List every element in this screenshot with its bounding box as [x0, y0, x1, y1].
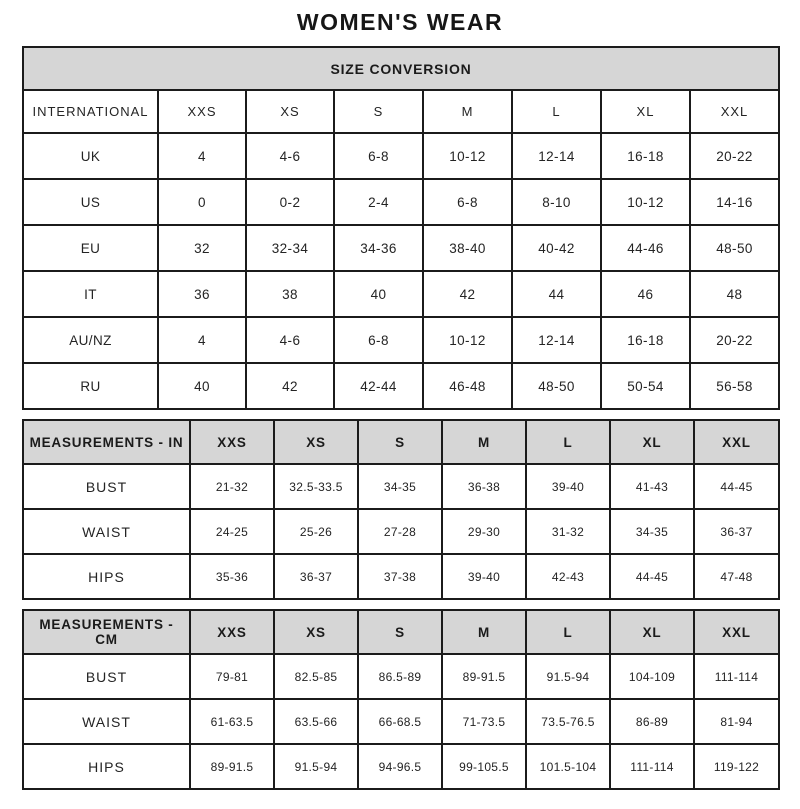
value-cell: 31-32 [526, 509, 610, 554]
size-header-xs: XS [274, 420, 358, 464]
size-conversion-table [22, 46, 780, 410]
value-cell: 16-18 [601, 133, 690, 179]
table-row [23, 554, 779, 599]
column-header-xs: XS [246, 90, 334, 133]
value-cell: 119-122 [694, 744, 779, 789]
table-row [23, 654, 779, 699]
value-cell: 10-12 [423, 133, 512, 179]
value-cell: 34-36 [334, 225, 423, 271]
value-cell: 32-34 [246, 225, 334, 271]
size-header-xxs: XXS [190, 610, 274, 654]
table-row [23, 179, 779, 225]
value-cell: 36-38 [442, 464, 526, 509]
value-cell: 20-22 [690, 317, 779, 363]
measurements-in-table [22, 419, 780, 600]
value-cell: 36-37 [694, 509, 779, 554]
measurements-cm-header-row [23, 610, 779, 654]
value-cell: 61-63.5 [190, 699, 274, 744]
value-cell: 24-25 [190, 509, 274, 554]
row-label: RU [23, 363, 158, 409]
table-row [23, 699, 779, 744]
size-guide-page [22, 9, 778, 790]
value-cell: 10-12 [601, 179, 690, 225]
value-cell: 86-89 [610, 699, 694, 744]
value-cell: 73.5-76.5 [526, 699, 610, 744]
value-cell: 48 [690, 271, 779, 317]
column-header-row [23, 90, 779, 133]
table-row [23, 509, 779, 554]
row-label: BUST [23, 464, 190, 509]
row-label: UK [23, 133, 158, 179]
table-row [23, 464, 779, 509]
value-cell: 6-8 [334, 317, 423, 363]
value-cell: 0 [158, 179, 246, 225]
value-cell: 35-36 [190, 554, 274, 599]
column-header-xxl: XXL [690, 90, 779, 133]
column-header-m: M [423, 90, 512, 133]
column-header-l: L [512, 90, 601, 133]
value-cell: 32 [158, 225, 246, 271]
value-cell: 4 [158, 133, 246, 179]
value-cell: 82.5-85 [274, 654, 358, 699]
value-cell: 89-91.5 [442, 654, 526, 699]
value-cell: 56-58 [690, 363, 779, 409]
value-cell: 46-48 [423, 363, 512, 409]
value-cell: 29-30 [442, 509, 526, 554]
value-cell: 6-8 [423, 179, 512, 225]
table-row [23, 225, 779, 271]
size-header-xl: XL [610, 420, 694, 464]
value-cell: 0-2 [246, 179, 334, 225]
value-cell: 94-96.5 [358, 744, 442, 789]
value-cell: 99-105.5 [442, 744, 526, 789]
row-label: HIPS [23, 744, 190, 789]
value-cell: 38 [246, 271, 334, 317]
value-cell: 66-68.5 [358, 699, 442, 744]
size-header-s: S [358, 420, 442, 464]
table-row [23, 317, 779, 363]
value-cell: 32.5-33.5 [274, 464, 358, 509]
value-cell: 40-42 [512, 225, 601, 271]
value-cell: 12-14 [512, 133, 601, 179]
row-label: IT [23, 271, 158, 317]
size-header-s: S [358, 610, 442, 654]
value-cell: 12-14 [512, 317, 601, 363]
size-header-m: M [442, 610, 526, 654]
value-cell: 89-91.5 [190, 744, 274, 789]
row-label: AU/NZ [23, 317, 158, 363]
value-cell: 10-12 [423, 317, 512, 363]
column-header-xxs: XXS [158, 90, 246, 133]
value-cell: 14-16 [690, 179, 779, 225]
measurements-cm-table [22, 609, 780, 790]
value-cell: 39-40 [442, 554, 526, 599]
page-title: WOMEN'S WEAR [296, 9, 504, 35]
value-cell: 34-35 [358, 464, 442, 509]
value-cell: 44-45 [694, 464, 779, 509]
value-cell: 44-45 [610, 554, 694, 599]
row-label: HIPS [23, 554, 190, 599]
value-cell: 42-44 [334, 363, 423, 409]
value-cell: 91.5-94 [526, 654, 610, 699]
value-cell: 46 [601, 271, 690, 317]
size-header-l: L [526, 610, 610, 654]
value-cell: 25-26 [274, 509, 358, 554]
size-header-xxl: XXL [694, 610, 779, 654]
value-cell: 16-18 [601, 317, 690, 363]
value-cell: 41-43 [610, 464, 694, 509]
value-cell: 86.5-89 [358, 654, 442, 699]
value-cell: 2-4 [334, 179, 423, 225]
value-cell: 42 [246, 363, 334, 409]
value-cell: 42 [423, 271, 512, 317]
row-label: US [23, 179, 158, 225]
value-cell: 91.5-94 [274, 744, 358, 789]
value-cell: 79-81 [190, 654, 274, 699]
value-cell: 4 [158, 317, 246, 363]
size-header-xs: XS [274, 610, 358, 654]
value-cell: 34-35 [610, 509, 694, 554]
value-cell: 37-38 [358, 554, 442, 599]
row-label: WAIST [23, 699, 190, 744]
value-cell: 8-10 [512, 179, 601, 225]
value-cell: 27-28 [358, 509, 442, 554]
value-cell: 36 [158, 271, 246, 317]
size-conversion-banner: SIZE CONVERSION [23, 47, 779, 90]
value-cell: 47-48 [694, 554, 779, 599]
column-header-xl: XL [601, 90, 690, 133]
value-cell: 21-32 [190, 464, 274, 509]
value-cell: 44 [512, 271, 601, 317]
row-label: EU [23, 225, 158, 271]
value-cell: 42-43 [526, 554, 610, 599]
value-cell: 6-8 [334, 133, 423, 179]
value-cell: 36-37 [274, 554, 358, 599]
value-cell: 81-94 [694, 699, 779, 744]
value-cell: 38-40 [423, 225, 512, 271]
column-header-international: INTERNATIONAL [23, 90, 158, 133]
value-cell: 71-73.5 [442, 699, 526, 744]
value-cell: 50-54 [601, 363, 690, 409]
banner-row [23, 47, 779, 90]
value-cell: 111-114 [610, 744, 694, 789]
column-header-s: S [334, 90, 423, 133]
table-row [23, 133, 779, 179]
row-label: BUST [23, 654, 190, 699]
measurements-cm-banner: MEASUREMENTS - CM [23, 610, 190, 654]
value-cell: 48-50 [690, 225, 779, 271]
value-cell: 48-50 [512, 363, 601, 409]
value-cell: 104-109 [610, 654, 694, 699]
value-cell: 63.5-66 [274, 699, 358, 744]
value-cell: 39-40 [526, 464, 610, 509]
table-row [23, 271, 779, 317]
value-cell: 4-6 [246, 133, 334, 179]
value-cell: 20-22 [690, 133, 779, 179]
table-row [23, 744, 779, 789]
value-cell: 40 [158, 363, 246, 409]
value-cell: 101.5-104 [526, 744, 610, 789]
measurements-in-header-row [23, 420, 779, 464]
value-cell: 40 [334, 271, 423, 317]
size-header-xxs: XXS [190, 420, 274, 464]
value-cell: 111-114 [694, 654, 779, 699]
measurements-in-banner: MEASUREMENTS - IN [23, 420, 190, 464]
table-row [23, 363, 779, 409]
size-header-xxl: XXL [694, 420, 779, 464]
size-header-m: M [442, 420, 526, 464]
value-cell: 4-6 [246, 317, 334, 363]
row-label: WAIST [23, 509, 190, 554]
value-cell: 44-46 [601, 225, 690, 271]
size-header-xl: XL [610, 610, 694, 654]
size-header-l: L [526, 420, 610, 464]
